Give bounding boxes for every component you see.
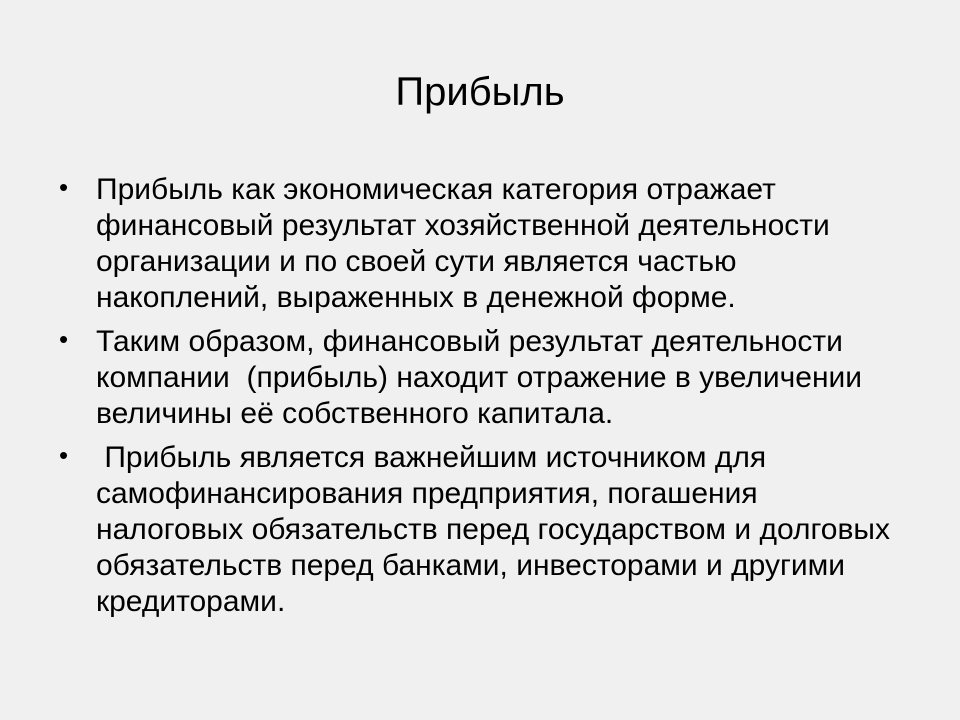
bullet-dot-icon: • (59, 440, 69, 470)
bullet-list (59, 172, 906, 628)
bullet-dot-icon: • (59, 324, 69, 354)
bullet-item-1 (59, 172, 906, 316)
bullet-item-3 (59, 440, 906, 620)
slide-title: Прибыль (395, 70, 565, 114)
bullet-text-1: Прибыль как экономическая категория отражает финансовый результат хозяйственной деятельности организации и по своей сути является частью накоплений, выраженных в денежной форме. (96, 173, 839, 314)
bullet-dot-icon: • (59, 172, 69, 202)
bullet-item-2 (59, 324, 906, 432)
bullet-text-2: Таким образом, финансовый результат деятельности компании (прибыль) находит отражение в увеличении величины её собственного капитала. (96, 325, 871, 430)
bullet-text-3: Прибыль является важнейшим источником для самофинансирования предприятия, погашения налоговых обязательств перед государством и долговых обязательств перед банками, инвесторами и другими кредиторами. (96, 441, 899, 618)
